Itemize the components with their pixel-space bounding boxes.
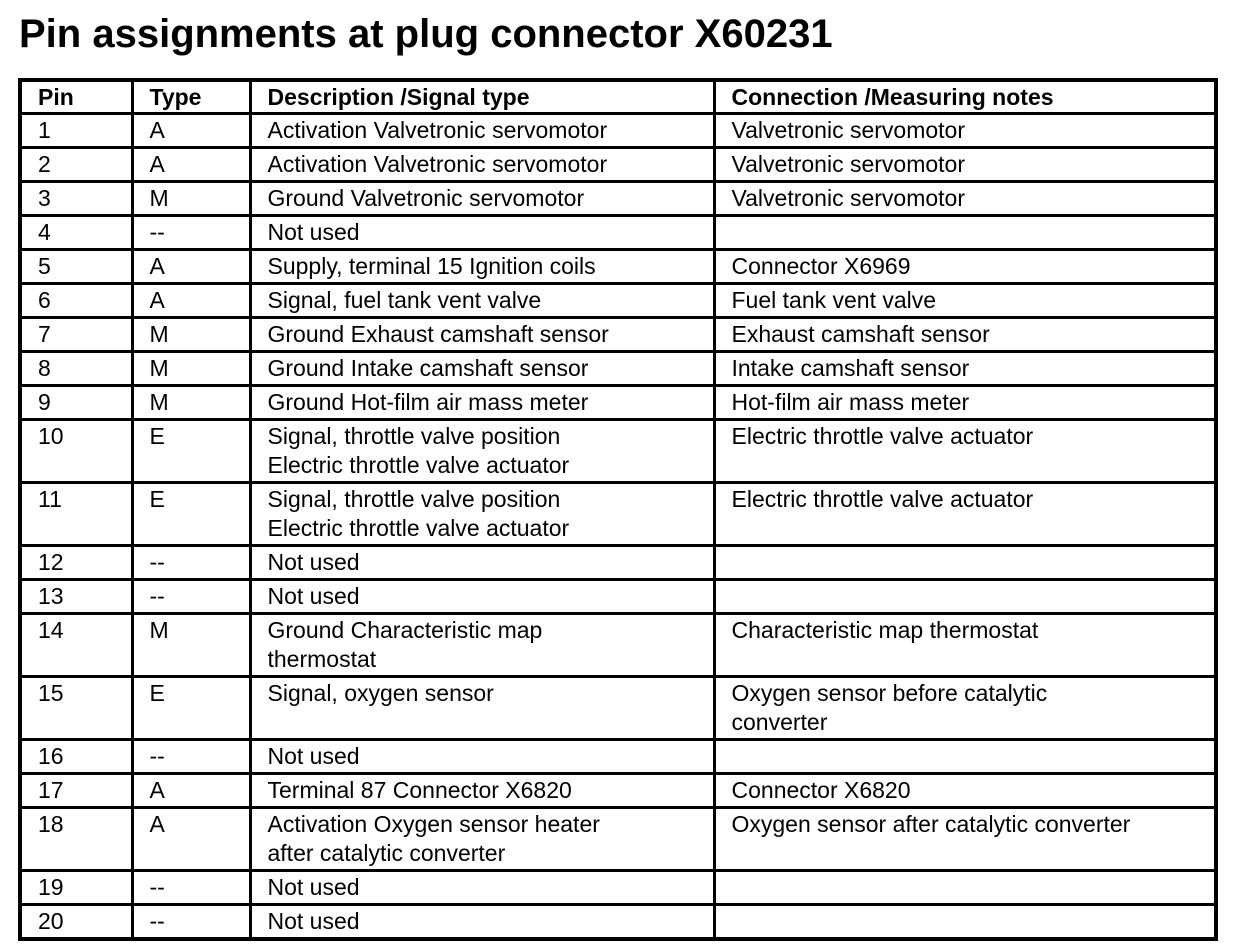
pin-cell: 16: [20, 740, 132, 774]
connection-cell: Electric throttle valve actuator: [714, 483, 1216, 546]
type-cell: E: [132, 677, 250, 740]
connection-cell: Fuel tank vent valve: [714, 284, 1216, 318]
table-row: [20, 905, 1216, 940]
table-row: [20, 182, 1216, 216]
pin-cell: 5: [20, 250, 132, 284]
description-cell: Signal, fuel tank vent valve: [250, 284, 714, 318]
type-cell: M: [132, 614, 250, 677]
column-header-description: Description /Signal type: [250, 80, 714, 114]
description-cell: Signal, throttle valve position Electric throttle valve actuator: [250, 483, 714, 546]
type-cell: M: [132, 386, 250, 420]
pin-cell: 19: [20, 871, 132, 905]
pin-cell: 4: [20, 216, 132, 250]
description-cell: Ground Characteristic map thermostat: [250, 614, 714, 677]
pin-cell: 14: [20, 614, 132, 677]
page-title: Pin assignments at plug connector X60231: [19, 12, 833, 56]
description-cell: Ground Hot-film air mass meter: [250, 386, 714, 420]
table-row: [20, 216, 1216, 250]
description-cell: Not used: [250, 905, 714, 940]
type-cell: M: [132, 318, 250, 352]
connection-cell: [714, 216, 1216, 250]
type-cell: M: [132, 182, 250, 216]
pin-cell: 15: [20, 677, 132, 740]
connection-cell: Characteristic map thermostat: [714, 614, 1216, 677]
table-row: [20, 352, 1216, 386]
pin-cell: 18: [20, 808, 132, 871]
description-cell: Not used: [250, 871, 714, 905]
pin-assignment-table: [18, 78, 1218, 941]
description-cell: Not used: [250, 546, 714, 580]
pin-cell: 2: [20, 148, 132, 182]
table-body: [20, 114, 1216, 940]
column-header-pin: Pin: [20, 80, 132, 114]
pin-cell: 6: [20, 284, 132, 318]
description-cell: Signal, throttle valve position Electric throttle valve actuator: [250, 420, 714, 483]
connection-cell: Valvetronic servomotor: [714, 114, 1216, 148]
type-cell: --: [132, 740, 250, 774]
table-row: [20, 420, 1216, 483]
type-cell: A: [132, 250, 250, 284]
pin-cell: 10: [20, 420, 132, 483]
table-row: [20, 114, 1216, 148]
pin-cell: 9: [20, 386, 132, 420]
connection-cell: [714, 871, 1216, 905]
table-row: [20, 546, 1216, 580]
table-row: [20, 284, 1216, 318]
pin-cell: 17: [20, 774, 132, 808]
connection-cell: [714, 905, 1216, 940]
pin-cell: 3: [20, 182, 132, 216]
type-cell: E: [132, 483, 250, 546]
description-cell: Supply, terminal 15 Ignition coils: [250, 250, 714, 284]
connection-cell: [714, 580, 1216, 614]
description-cell: Activation Oxygen sensor heater after catalytic converter: [250, 808, 714, 871]
connection-cell: Connector X6969: [714, 250, 1216, 284]
table-row: [20, 774, 1216, 808]
pin-cell: 13: [20, 580, 132, 614]
connection-cell: Oxygen sensor after catalytic converter: [714, 808, 1216, 871]
connection-cell: Hot-film air mass meter: [714, 386, 1216, 420]
pin-cell: 8: [20, 352, 132, 386]
type-cell: --: [132, 905, 250, 940]
connection-cell: Intake camshaft sensor: [714, 352, 1216, 386]
type-cell: A: [132, 114, 250, 148]
type-cell: --: [132, 580, 250, 614]
type-cell: A: [132, 284, 250, 318]
type-cell: A: [132, 774, 250, 808]
column-header-connection: Connection /Measuring notes: [714, 80, 1216, 114]
connection-cell: Electric throttle valve actuator: [714, 420, 1216, 483]
description-cell: Activation Valvetronic servomotor: [250, 148, 714, 182]
table-row: [20, 677, 1216, 740]
connection-cell: Valvetronic servomotor: [714, 182, 1216, 216]
table-row: [20, 740, 1216, 774]
connection-cell: Exhaust camshaft sensor: [714, 318, 1216, 352]
description-cell: Activation Valvetronic servomotor: [250, 114, 714, 148]
type-cell: --: [132, 871, 250, 905]
type-cell: E: [132, 420, 250, 483]
table-row: [20, 580, 1216, 614]
description-cell: Signal, oxygen sensor: [250, 677, 714, 740]
description-cell: Not used: [250, 740, 714, 774]
description-cell: Terminal 87 Connector X6820: [250, 774, 714, 808]
table-row: [20, 871, 1216, 905]
connection-cell: Valvetronic servomotor: [714, 148, 1216, 182]
description-cell: Ground Intake camshaft sensor: [250, 352, 714, 386]
type-cell: A: [132, 808, 250, 871]
pin-cell: 7: [20, 318, 132, 352]
table-row: [20, 483, 1216, 546]
type-cell: --: [132, 216, 250, 250]
description-cell: Ground Exhaust camshaft sensor: [250, 318, 714, 352]
connection-cell: Oxygen sensor before catalytic converter: [714, 677, 1216, 740]
type-cell: --: [132, 546, 250, 580]
pin-cell: 11: [20, 483, 132, 546]
description-cell: Not used: [250, 580, 714, 614]
table-row: [20, 614, 1216, 677]
connection-cell: [714, 740, 1216, 774]
connection-cell: [714, 546, 1216, 580]
column-header-type: Type: [132, 80, 250, 114]
table-row: [20, 250, 1216, 284]
table-row: [20, 386, 1216, 420]
description-cell: Not used: [250, 216, 714, 250]
pin-cell: 1: [20, 114, 132, 148]
connection-cell: Connector X6820: [714, 774, 1216, 808]
type-cell: A: [132, 148, 250, 182]
description-cell: Ground Valvetronic servomotor: [250, 182, 714, 216]
table-row: [20, 318, 1216, 352]
table-row: [20, 148, 1216, 182]
pin-cell: 20: [20, 905, 132, 940]
table-row: [20, 808, 1216, 871]
pin-cell: 12: [20, 546, 132, 580]
type-cell: M: [132, 352, 250, 386]
table-header-row: [20, 80, 1216, 114]
